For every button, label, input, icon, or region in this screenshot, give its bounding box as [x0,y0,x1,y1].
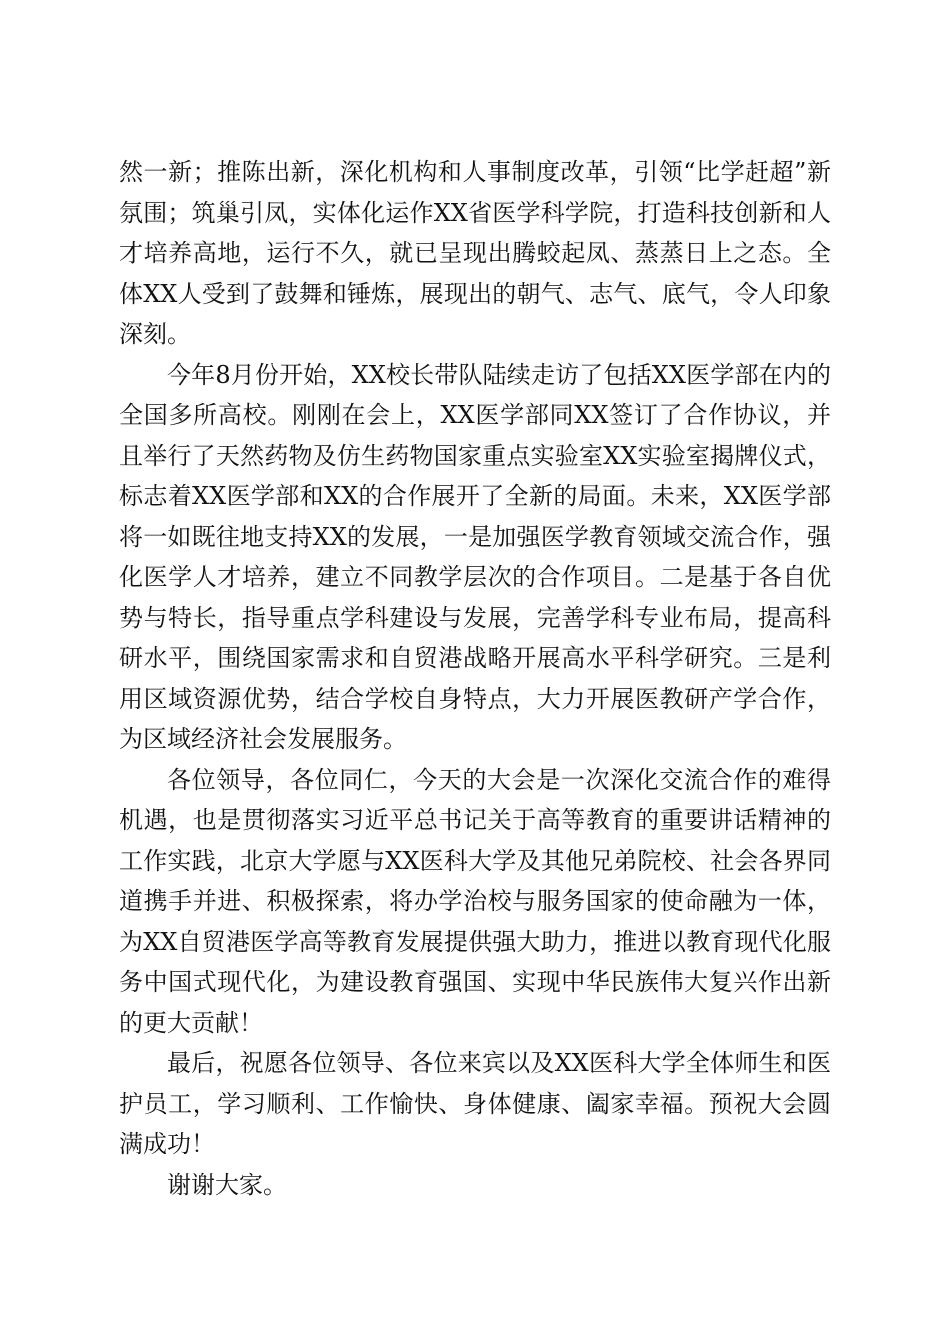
paragraph-continuation: 然一新；推陈出新，深化机构和人事制度改革，引领“比学赶超”新氛围；筑巢引凤，实体化运作XX省医学科学院，打造科技创新和人才培养高地，运行不久，就已呈现出腾蛟起凤、蒸蒸日上之态。全体XX人受到了鼓舞和锤炼，展现出的朝气、志气、底气，令人印象深刻。 [119,158,831,348]
paragraph-cooperation: 今年8月份开始，XX校长带队陆续走访了包括XX医学部在内的全国多所高校。刚刚在会上，XX医学部同XX签订了合作协议，并且举行了天然药物及仿生药物国家重点实验室XX实验室揭牌仪式，标志着XX医学部和XX的合作展开了全新的局面。未来，XX医学部将一如既往地支持XX的发展，一是加强医学教育领域交流合作，强化医学人才培养，建立不同教学层次的合作项目。二是基于各自优势与特长，指导重点学科建设与发展，完善学科专业布局，提高科研水平，围绕国家需求和自贸港战略开展高水平科学研究。三是利用区域资源优势，结合学校自身特点，大力开展医教研产学合作，为区域经济社会发展服务。 [119,360,831,753]
paragraph-thanks: 谢谢大家。 [167,1170,287,1199]
paragraph-opportunity: 各位领导，各位同仁，今天的大会是一次深化交流合作的难得机遇，也是贯彻落实习近平总书记关于高等教育的重要讲话精神的工作实践，北京大学愿与XX医科大学及其他兄弟院校、社会各界同道携手并进、积极探索，将办学治校与服务国家的使命融为一体，为XX自贸港医学高等教育发展提供强大助力，推进以教育现代化服务中国式现代化，为建设教育强国、实现中华民族伟大复兴作出新的更大贡献！ [119,765,831,1037]
paragraph-wishes: 最后，祝愿各位领导、各位来宾以及XX医科大学全体师生和医护员工，学习顺利、工作愉快、身体健康、阖家幸福。预祝大会圆满成功！ [119,1049,831,1158]
document-body [119,152,831,1205]
